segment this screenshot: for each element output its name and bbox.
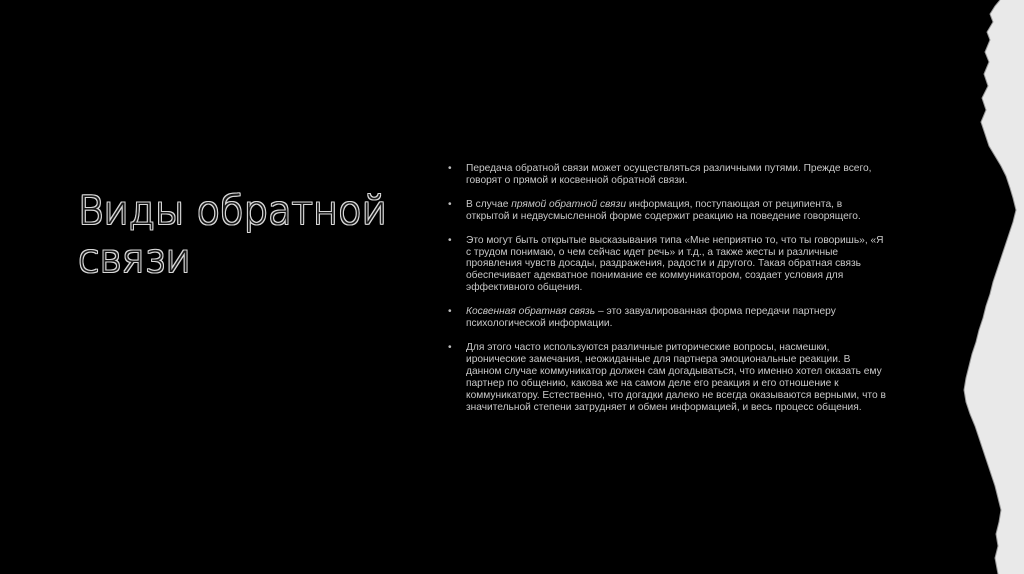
bullet-item [446, 235, 886, 295]
bullet-item [446, 306, 886, 330]
slide-title-line-1: Виды обратной [78, 189, 387, 234]
bullet-text: информация, поступающая от реципиента, в открытой и недвусмысленной форме содержит реакцию на поведение говорящего. [466, 198, 861, 222]
bullet-list [446, 163, 886, 425]
bullet-item [446, 163, 886, 187]
bullet-dot-icon: • [448, 306, 452, 318]
bullet-text: Это могут быть открытые высказывания типа «Мне неприятно то, что ты говоришь», «Я с трудом понимаю, о чем сейчас идет речь» и т.д., а также жесты и различные проявления чувств досады, раздражения, радости и другого. Такая обратная связь обеспечивает адекватное понимание ее коммуникатором, создает условия для эффективного общения. [466, 234, 884, 294]
bullet-item [446, 199, 886, 223]
bullet-dot-icon: • [448, 341, 452, 353]
bullet-text: – это завуалированная форма передачи партнеру психологической информации. [466, 306, 836, 330]
bullet-emphasis: прямой обратной связи [511, 198, 626, 210]
bullet-dot-icon: • [448, 198, 452, 210]
bullet-item [446, 342, 886, 413]
bullet-text: В случае [466, 198, 512, 210]
slide-title [78, 188, 408, 284]
bullet-dot-icon: • [448, 234, 452, 246]
bullet-dot-icon: • [448, 163, 452, 174]
bullet-emphasis: Косвенная обратная связь [466, 306, 596, 318]
slide-title-line-2: связи [78, 237, 191, 282]
bullet-text: Передача обратной связи может осуществляться различными путями. Прежде всего, говорят о прямой и косвенной обратной связи. [466, 163, 872, 186]
bullet-text: Для этого часто используются различные риторические вопросы, насмешки, иронические замечания, неожиданные для партнера эмоциональные реакции. В данном случае коммуникатор должен сам догадываться, что именно хотел оказать ему партнер по общению, какова же на самом деле его реакция и его отношение к коммуникатору. Естественно, что догадки далеко не всегда оказываются верными, что в значительной степени затрудняет и обмен информацией, и весь процесс общения. [466, 341, 886, 413]
